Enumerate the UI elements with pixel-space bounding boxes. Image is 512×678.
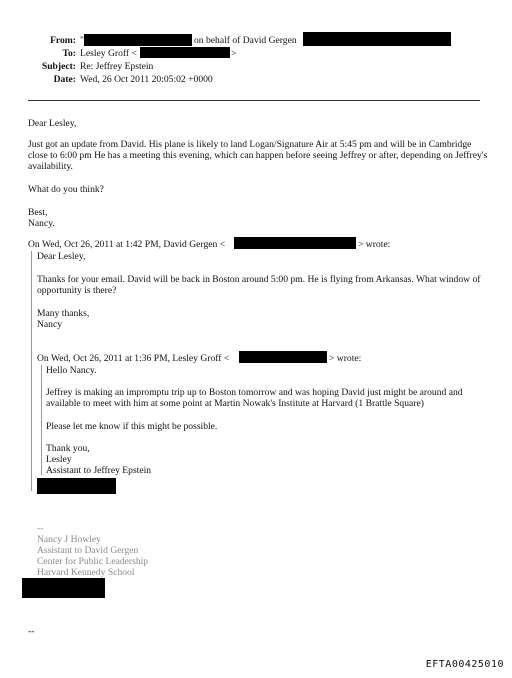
- quote-body: Jeffrey is making an impromptu trip up to Boston tomorrow and was hoping David just might be around and available to meet with him at some point at Martin Nowak's Institute at Harvard (1 Brattle Square): [46, 387, 463, 409]
- quote-closing: Many thanks,: [37, 308, 90, 319]
- quote-intro: [28, 239, 225, 250]
- quote-bar: [41, 365, 42, 475]
- bottom-dash: --: [28, 626, 35, 637]
- redaction-box: [303, 32, 451, 46]
- from-quote: ": [80, 35, 84, 46]
- quote-intro-suffix: > wrote:: [358, 239, 391, 250]
- closing: Best,: [28, 207, 48, 218]
- redaction-box: [37, 478, 116, 494]
- signature-title: Assistant to David Gergen: [37, 545, 139, 556]
- to-label: To:: [62, 48, 76, 59]
- quote-greeting: Dear Lesley,: [37, 251, 86, 262]
- signature-center: Center for Public Leadership: [37, 556, 149, 567]
- signature-dash: --: [37, 523, 44, 534]
- sender-name: Nancy.: [28, 218, 55, 229]
- quote-closing: Thank you,: [46, 443, 90, 454]
- to-prefix: Lesley Groff <: [80, 48, 137, 59]
- quote-bar: [31, 251, 32, 491]
- quote-greeting: Hello Nancy.: [46, 365, 97, 376]
- quote-intro: On Wed, Oct 26, 2011 at 1:36 PM, Lesley Groff <: [37, 353, 230, 364]
- redaction-box: [140, 47, 230, 58]
- date-value: Wed, 26 Oct 2011 20:05:02 +0000: [80, 74, 213, 85]
- from-suffix: on behalf of David Gergen: [194, 35, 297, 46]
- redaction-box: [22, 578, 105, 598]
- redaction-box: [84, 34, 192, 46]
- quote-name: Nancy: [37, 319, 63, 330]
- quote-name: Lesley: [46, 454, 72, 465]
- date-label: Date:: [53, 74, 76, 85]
- quote-intro-suffix: > wrote:: [329, 353, 362, 364]
- from-label: From:: [50, 35, 76, 46]
- quote-title: Assistant to Jeffrey Epstein: [46, 465, 152, 476]
- header-divider: [28, 100, 480, 101]
- signature-school: Harvard Kennedy School: [37, 567, 135, 578]
- greeting: Dear Lesley,: [28, 118, 77, 129]
- message-body: Just got an update from David. His plane is likely to land Logan/Signature Air at 5:45 pm and will be in Cambridge close to 6:00 pm He has a meeting this evening, which can happen before seeing Jeffrey or after, depending on Jeffrey's availability.: [28, 139, 488, 172]
- quote-intro-prefix: On Wed, Oct 26, 2011 at 1:42 PM, David Gergen <: [28, 239, 226, 250]
- quote-request: Please let me know if this might be possible.: [46, 421, 218, 432]
- document-id: EFTA00425010: [425, 659, 504, 670]
- redaction-box: [239, 351, 327, 363]
- to-suffix: >: [231, 48, 237, 59]
- signature-name: Nancy J Howley: [37, 534, 101, 545]
- subject-label: Subject:: [41, 61, 76, 72]
- subject-value: Re: Jeffrey Epstein: [80, 61, 154, 72]
- quote-body: Thanks for your email. David will be back in Boston around 5:00 pm. He is flying from Arkansas. What window of opportunity is there?: [37, 274, 481, 296]
- redaction-box: [234, 237, 356, 249]
- question: What do you think?: [28, 184, 104, 195]
